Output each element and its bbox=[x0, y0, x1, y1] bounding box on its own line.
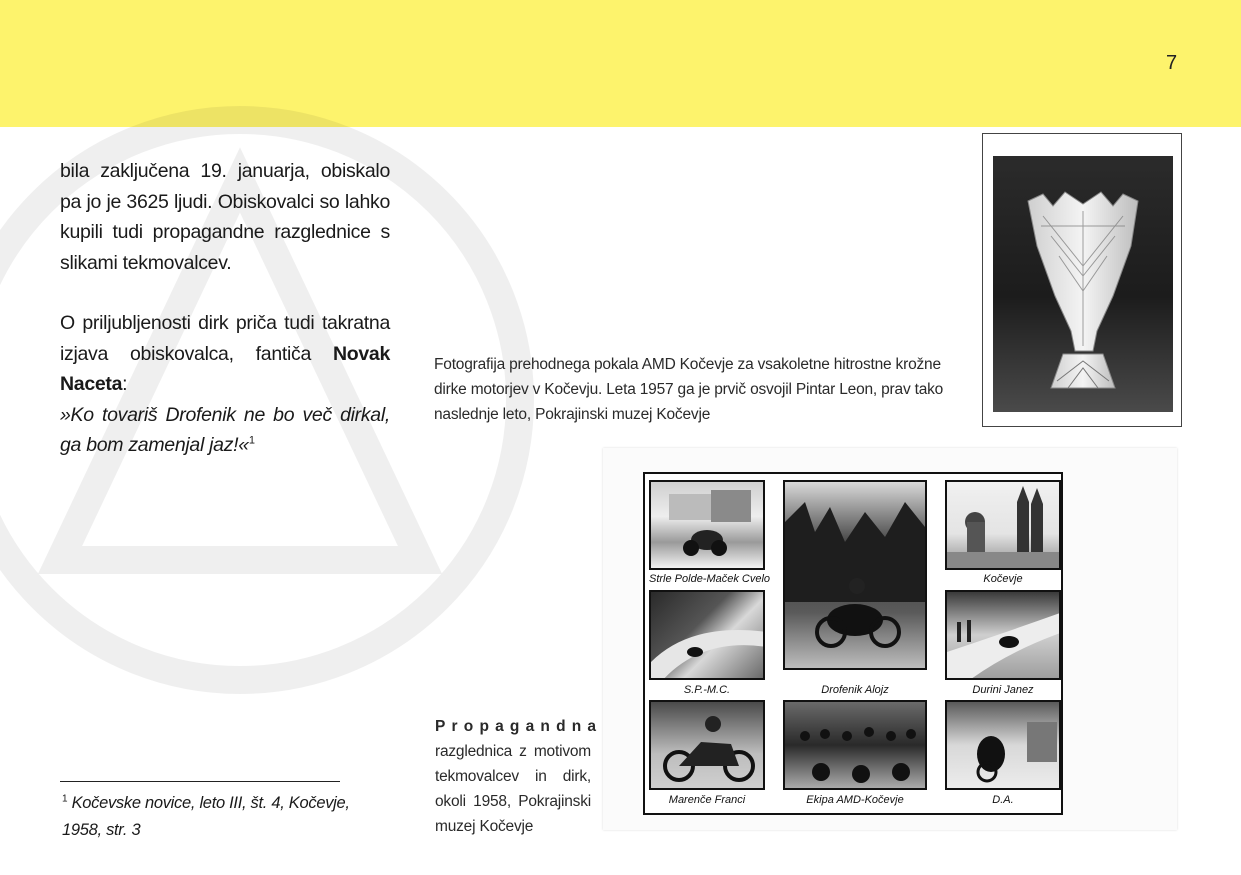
paragraph-2 bbox=[60, 308, 390, 461]
postcard bbox=[603, 448, 1177, 830]
label-bottom-center: Ekipa AMD-Kočevje bbox=[806, 794, 904, 806]
quote: »Ko tovariš Drofenik ne bo več dirkal, ga bom zamenjal jaz!« bbox=[60, 403, 390, 456]
label-mid-right: Durini Janez bbox=[972, 684, 1034, 696]
postcard-caption-rest: razglednica z motivom tekmovalcev in dirk, okoli 1958, Pokrajinski muzej Kočevje bbox=[435, 743, 591, 835]
photo-kocevje-church bbox=[945, 480, 1061, 570]
postcard-caption-first-word: Propagandna bbox=[435, 718, 603, 735]
footnote-divider bbox=[60, 781, 340, 782]
crystal-vase-image bbox=[993, 156, 1173, 412]
paragraph-2-lead: O priljubljenosti dirk priča tudi takratna izjava obiskovalca, fantiča bbox=[60, 312, 390, 365]
photo-marence bbox=[649, 700, 765, 790]
footnote-marker: 1 bbox=[62, 793, 68, 805]
footnote-ref[interactable]: 1 bbox=[248, 434, 255, 447]
photo-team bbox=[783, 700, 927, 790]
colon: : bbox=[122, 373, 128, 395]
footnote-text: Kočevske novice, leto III, št. 4, Kočevje, 1958, str. 3 bbox=[62, 794, 350, 839]
footnote bbox=[62, 790, 352, 844]
photo-sp-mc bbox=[649, 590, 765, 680]
main-text bbox=[60, 156, 390, 461]
label-top-left: Strle Polde-Maček Cvelo bbox=[649, 573, 771, 585]
label-center: Drofenik Alojz bbox=[821, 684, 889, 696]
photo-durini bbox=[945, 590, 1061, 680]
trophy-photo-frame bbox=[982, 133, 1182, 427]
postcard-collage bbox=[643, 472, 1063, 815]
photo-center-rider bbox=[783, 480, 927, 670]
label-top-right: Kočevje bbox=[983, 573, 1023, 585]
label-bottom-right: D.A. bbox=[992, 794, 1014, 806]
photo-rider-1 bbox=[649, 480, 765, 570]
paragraph-1: bila zaključena 19. januarja, obiskalo pa jo je 3625 ljudi. Obiskovalci so lahko kupili tudi propagandne razglednice s slikami tekmovalcev. bbox=[60, 160, 390, 274]
label-bottom-left: Marenče Franci bbox=[668, 794, 746, 806]
postcard-caption bbox=[435, 714, 603, 839]
label-mid-left: S.P.-M.C. bbox=[683, 684, 731, 696]
trophy-photo bbox=[993, 156, 1173, 412]
trophy-caption: Fotografija prehodnega pokala AMD Kočevje za vsakoletne hitrostne krožne dirke motorjev v Kočevju. Leta 1957 ga je prvič osvojil Pintar Leon, prav tako naslednje leto, Pokrajinski muzej Kočevje bbox=[434, 356, 944, 423]
page-number: 7 bbox=[1166, 52, 1178, 74]
highlighted-name: Novak Naceta bbox=[60, 342, 390, 395]
photo-da bbox=[945, 700, 1061, 790]
